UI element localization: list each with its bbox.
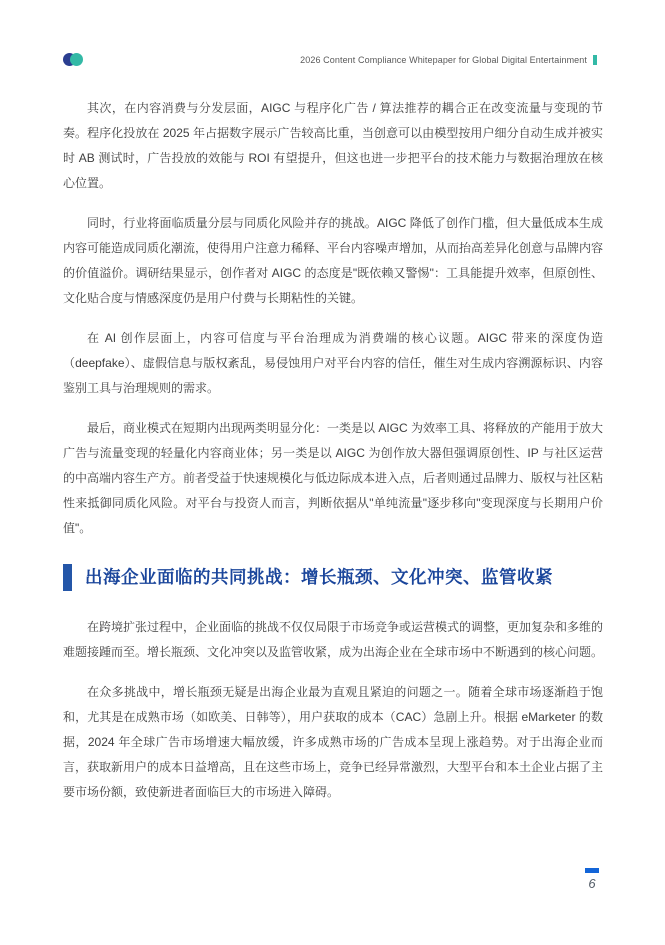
page-footer	[585, 868, 599, 891]
page-content	[63, 96, 603, 820]
body-paragraph: 最后，商业模式在短期内出现两类明显分化：一类是以 AIGC 为效率工具、将释放的产能用于放大广告与流量变现的轻量化内容商业体；另一类是以 AIGC 为创作放大器但强调原创性、IP 与社区运营的中高端内容生产方。前者受益于快速规模化与低边际成本进入点，后者则通过品牌力、版权与社区粘性来抵御同质化风险。对平台与投资人而言，判断依据从"单纯流量"逐步移向"变现深度与长期用户价值"。	[63, 421, 604, 535]
body-paragraph: 其次，在内容消费与分发层面，AIGC 与程序化广告 / 算法推荐的耦合正在改变流量与变现的节奏。程序化投放在 2025 年占据数字展示广告较高比重，当创意可以由模型按用户细分自动生成并被实时 AB 测试时，广告投放的效能与 ROI 有望提升，但这也进一步把平台的技术能力与数据治理放在核心位置。	[63, 101, 603, 190]
page-number: 6	[588, 876, 596, 891]
section-heading-text: 出海企业面临的共同挑战：增长瓶颈、文化冲突、监管收紧	[85, 567, 553, 587]
header-right-group	[300, 55, 597, 65]
header-title: 2026 Content Compliance Whitepaper for Global Digital Entertainment	[300, 55, 587, 65]
body-paragraph: 同时，行业将面临质量分层与同质化风险并存的挑战。AIGC 降低了创作门槛，但大量低成本生成内容可能造成同质化潮流，使得用户注意力稀释、平台内容噪声增加，从而抬高差异化创意与品牌内容的价值溢价。调研结果显示，创作者对 AIGC 的态度是"既依赖又警惕"：工具能提升效率，但原创性、文化贴合度与情感深度仍是用户付费与长期粘性的关键。	[63, 216, 604, 305]
logo-circle-right	[70, 53, 83, 66]
footer-accent-bar	[585, 868, 599, 873]
section-heading	[63, 564, 603, 591]
header-accent-bar	[593, 55, 597, 65]
body-paragraph: 在众多挑战中，增长瓶颈无疑是出海企业最为直观且紧迫的问题之一。随着全球市场逐渐趋于饱和，尤其是在成熟市场（如欧美、日韩等），用户获取的成本（CAC）急剧上升。根据 eMarketer 的数据，2024 年全球广告市场增速大幅放缓，许多成熟市场的广告成本呈现上涨趋势。对于出海企业而言，获取新用户的成本日益增高，且在这些市场上，竞争已经异常激烈，大型平台和本土企业占据了主要市场份额，致使新进者面临巨大的市场进入障碍。	[63, 685, 604, 799]
section-heading-bar	[63, 564, 72, 591]
body-paragraph: 在跨境扩张过程中，企业面临的挑战不仅仅局限于市场竞争或运营模式的调整，更加复杂和多维的难题接踵而至。增长瓶颈、文化冲突以及监管收紧，成为出海企业在全球市场中不断遇到的核心问题。	[63, 620, 604, 659]
brand-logo-icon	[63, 53, 85, 67]
body-paragraph: 在 AI 创作层面上，内容可信度与平台治理成为消费端的核心议题。AIGC 带来的深度伪造（deepfake）、虚假信息与版权紊乱，易侵蚀用户对平台内容的信任，催生对生成内容溯源标识、内容鉴别工具与治理规则的需求。	[63, 331, 603, 395]
page-header	[63, 50, 597, 70]
